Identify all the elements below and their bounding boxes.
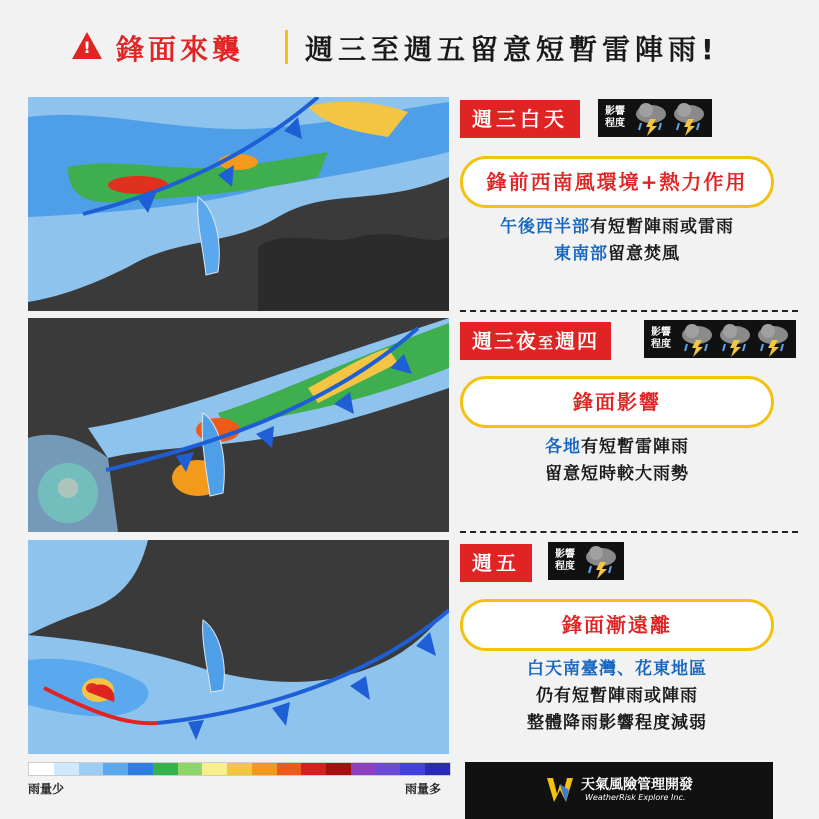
legend-swatch <box>252 763 277 775</box>
legend-high-label: 雨量多 <box>405 782 442 796</box>
company-logo <box>465 762 773 819</box>
thunderstorm-icon <box>678 320 716 358</box>
legend-swatch <box>29 763 54 775</box>
weatherrisk-logo-icon <box>545 774 575 804</box>
headline-fri: 鋒面漸遠離 <box>460 599 774 651</box>
page-title: 週三至週五留意短暫雷陣雨! <box>305 33 719 66</box>
legend-swatch <box>227 763 252 775</box>
legend-swatch <box>326 763 351 775</box>
headline-wed-day: 鋒前西南風環境+熱力作用 <box>460 156 774 208</box>
legend-swatch <box>103 763 128 775</box>
legend-swatch <box>301 763 326 775</box>
legend-swatch <box>351 763 376 775</box>
legend-swatch <box>79 763 104 775</box>
impact-label: 影響 程度 <box>605 106 625 129</box>
radar-map-fri <box>28 540 449 754</box>
desc-wed-night-thu: 各地有短暫雷陣雨 留意短時較大雨勢 <box>545 437 689 484</box>
desc-fri: 白天南臺灣、花東地區 仍有短暫陣雨或陣雨 整體降雨影響程度減弱 <box>527 659 707 733</box>
headline-wed-night-thu: 鋒面影響 <box>460 376 774 428</box>
section-divider <box>460 310 798 312</box>
impact-badge-wed-day <box>598 99 712 137</box>
thunderstorm-icon <box>670 99 708 137</box>
rainfall-legend <box>28 762 451 776</box>
desc-wed-day: 午後西半部有短暫陣雨或雷雨 東南部留意焚風 <box>500 217 734 264</box>
legend-low-label: 雨量少 <box>28 782 65 796</box>
radar-map-wed-night-thu <box>28 318 449 532</box>
section-divider <box>460 531 798 533</box>
thunderstorm-icon <box>716 320 754 358</box>
day-tag-wed-night-thu: 週三夜至週四 <box>460 322 611 360</box>
thunderstorm-icon <box>632 99 670 137</box>
warning-mark: ! <box>83 38 91 57</box>
radar-map-wed-day <box>28 97 449 311</box>
day-tag-wed-day: 週三白天 <box>460 100 580 138</box>
title-divider <box>285 30 288 64</box>
legend-swatch <box>425 763 450 775</box>
legend-swatch <box>277 763 302 775</box>
thunderstorm-icon <box>582 542 620 580</box>
logo-subtitle: WeatherRisk Explore Inc. <box>585 793 686 802</box>
day-tag-fri: 週五 <box>460 544 532 582</box>
impact-badge-fri <box>548 542 624 580</box>
title-alert: 鋒面來襲 <box>116 33 245 66</box>
thunderstorm-icon <box>754 320 792 358</box>
legend-swatch <box>376 763 401 775</box>
legend-swatch <box>54 763 79 775</box>
logo-name: 天氣風險管理開發 <box>581 777 693 793</box>
impact-label: 影響 程度 <box>555 549 575 572</box>
legend-swatch <box>128 763 153 775</box>
legend-swatch <box>178 763 203 775</box>
legend-swatch <box>153 763 178 775</box>
legend-swatch <box>400 763 425 775</box>
impact-label: 影響 程度 <box>651 327 671 350</box>
legend-swatch <box>202 763 227 775</box>
impact-badge-wed-night-thu <box>644 320 796 358</box>
